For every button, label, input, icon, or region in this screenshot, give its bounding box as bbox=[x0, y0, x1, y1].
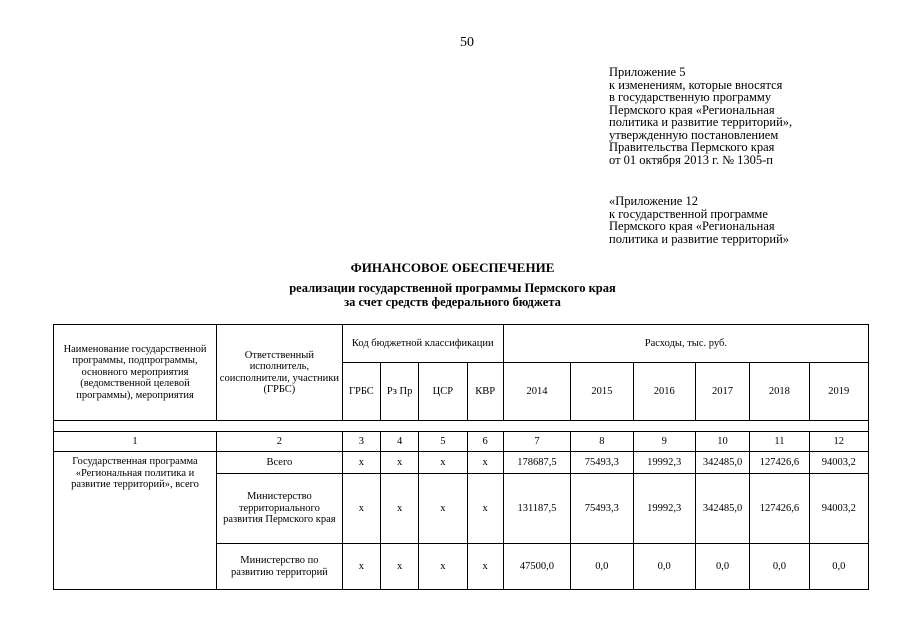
code-cell: х bbox=[419, 474, 467, 544]
appendix-line: политика и развитие территорий» bbox=[609, 231, 790, 246]
code-cell: х bbox=[381, 544, 419, 590]
header-budget-code: Код бюджетной классификации bbox=[342, 325, 503, 363]
value-cell: 127426,6 bbox=[750, 452, 809, 474]
column-number: 12 bbox=[809, 432, 868, 452]
column-number: 1 bbox=[54, 432, 217, 452]
column-number: 2 bbox=[217, 432, 343, 452]
appendix-line: Пермского края «Региональная bbox=[609, 102, 775, 117]
value-cell: 0,0 bbox=[695, 544, 749, 590]
column-number: 7 bbox=[503, 432, 570, 452]
appendix-12-block bbox=[609, 195, 879, 245]
appendix-line: Пермского края «Региональная bbox=[609, 219, 775, 233]
code-cell: х bbox=[467, 474, 503, 544]
document-subtitle: реализации государственной программы Пермского края bbox=[289, 281, 616, 295]
appendix-line: в государственную программу bbox=[609, 90, 772, 104]
appendix-line: от 01 октября 2013 г. № 1305-п bbox=[609, 152, 773, 167]
appendix-line: Приложение 5 bbox=[609, 65, 686, 79]
column-numbers-row bbox=[54, 432, 869, 452]
value-cell: 127426,6 bbox=[750, 474, 809, 544]
code-cell: х bbox=[419, 452, 467, 474]
code-cell: х bbox=[342, 452, 380, 474]
header-kvr: КВР bbox=[467, 363, 503, 421]
appendix-line: к государственной программе bbox=[609, 206, 768, 221]
column-number: 3 bbox=[342, 432, 380, 452]
program-name-cell: Государственная программа «Региональная политика и развитие территорий», всего bbox=[54, 452, 217, 590]
header-rzpr: Рз Пр bbox=[381, 363, 419, 421]
value-cell: 131187,5 bbox=[503, 474, 570, 544]
header-program-name: Наименование государственной программы, подпрограммы, основного мероприятия (ведомственной целевой программы), мероприятия bbox=[54, 325, 217, 421]
column-number: 11 bbox=[750, 432, 809, 452]
header-year: 2017 bbox=[695, 363, 749, 421]
separator bbox=[54, 421, 869, 432]
appendix-line: «Приложение 12 bbox=[609, 194, 698, 208]
executor-cell: Министерство территориального развития Пермского края bbox=[217, 474, 343, 544]
value-cell: 47500,0 bbox=[503, 544, 570, 590]
value-cell: 19992,3 bbox=[633, 474, 695, 544]
financing-table bbox=[53, 324, 869, 590]
column-number: 8 bbox=[571, 432, 633, 452]
appendix-line: Правительства Пермского края bbox=[609, 140, 775, 154]
value-cell: 342485,0 bbox=[695, 452, 749, 474]
code-cell: х bbox=[381, 474, 419, 544]
header-year: 2018 bbox=[750, 363, 809, 421]
value-cell: 342485,0 bbox=[695, 474, 749, 544]
code-cell: х bbox=[467, 452, 503, 474]
header-year: 2015 bbox=[571, 363, 633, 421]
code-cell: х bbox=[467, 544, 503, 590]
table-row bbox=[54, 452, 869, 474]
column-number: 5 bbox=[419, 432, 467, 452]
code-cell: х bbox=[342, 544, 380, 590]
header-year: 2016 bbox=[633, 363, 695, 421]
document-subtitle: за счет средств федерального бюджета bbox=[344, 295, 561, 309]
code-cell: х bbox=[381, 452, 419, 474]
header-expenses: Расходы, тыс. руб. bbox=[503, 325, 868, 363]
appendix-line: политика и развитие территорий», bbox=[609, 115, 793, 129]
value-cell: 75493,3 bbox=[571, 452, 633, 474]
value-cell: 19992,3 bbox=[633, 452, 695, 474]
code-cell: х bbox=[419, 544, 467, 590]
column-number: 6 bbox=[467, 432, 503, 452]
column-number: 9 bbox=[633, 432, 695, 452]
appendix-line: к изменениям, которые вносятся bbox=[609, 77, 783, 92]
value-cell: 94003,2 bbox=[809, 474, 868, 544]
column-number: 4 bbox=[381, 432, 419, 452]
value-cell: 0,0 bbox=[809, 544, 868, 590]
value-cell: 0,0 bbox=[571, 544, 633, 590]
appendix-5-block bbox=[609, 66, 879, 166]
column-number: 10 bbox=[695, 432, 749, 452]
page-number: 50 bbox=[460, 35, 474, 50]
appendix-line: утвержденную постановлением bbox=[609, 127, 779, 142]
header-executor: Ответственный исполнитель, соисполнители, участники (ГРБС) bbox=[217, 325, 343, 421]
value-cell: 178687,5 bbox=[503, 452, 570, 474]
value-cell: 75493,3 bbox=[571, 474, 633, 544]
value-cell: 0,0 bbox=[750, 544, 809, 590]
header-csr: ЦСР bbox=[419, 363, 467, 421]
code-cell: х bbox=[342, 474, 380, 544]
value-cell: 0,0 bbox=[633, 544, 695, 590]
header-grbs: ГРБС bbox=[342, 363, 380, 421]
value-cell: 94003,2 bbox=[809, 452, 868, 474]
executor-cell: Министерство по развитию территорий bbox=[217, 544, 343, 590]
executor-cell: Всего bbox=[217, 452, 343, 474]
header-year: 2019 bbox=[809, 363, 868, 421]
document-title: ФИНАНСОВОЕ ОБЕСПЕЧЕНИЕ bbox=[350, 260, 555, 275]
header-year: 2014 bbox=[503, 363, 570, 421]
